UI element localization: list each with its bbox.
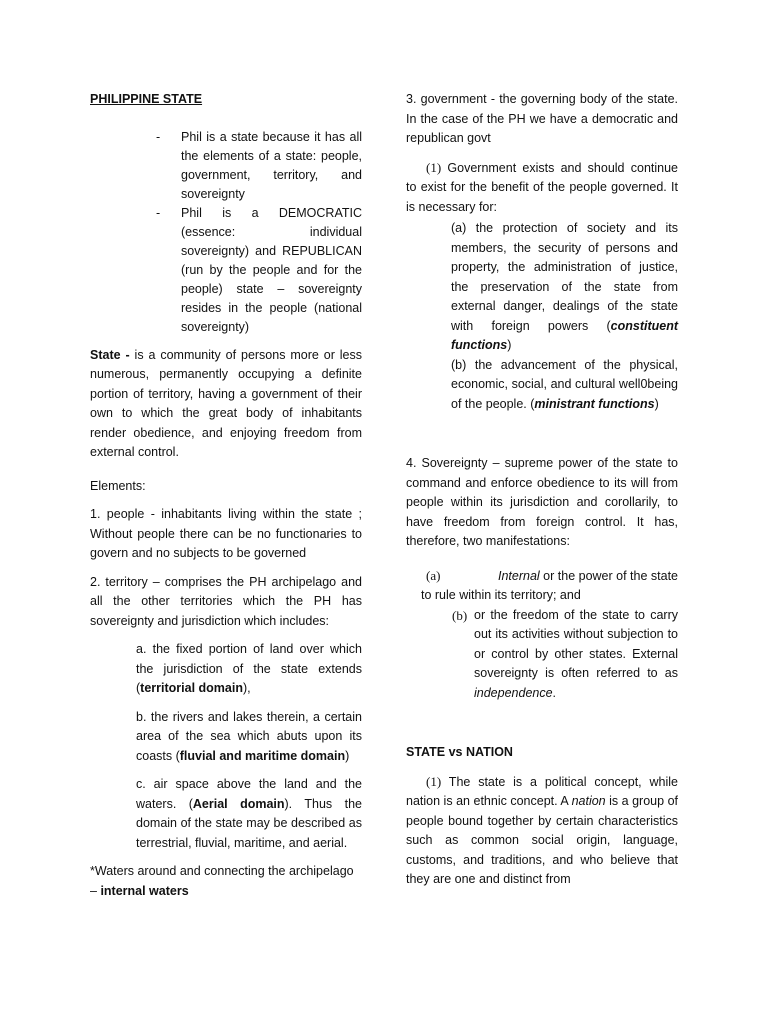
element-government: 3. government - the governing body of the state. In the case of the PH we have a democratic and republican govt [406,92,678,145]
philippine-state-bullets [90,128,362,337]
right-column [406,90,678,890]
gov-a-italic: constituent functions [451,318,678,352]
territory-c-text-2: ). Thus the domain of the state may be described as terrestrial, fluvial, maritime, and aerial. [136,796,362,850]
territory-b-bold: fluvial and maritime domain [179,748,346,763]
territory-item-a [136,640,362,699]
state-term: State - [90,347,130,362]
territory-c-text: c. air space above the land and the waters. ( [136,777,362,811]
section-heading-state-vs-nation: STATE vs NATION [406,745,513,759]
sov-a-text: or the power of the state to rule within its territory; and [421,568,678,602]
svn-italic: nation [571,794,606,808]
gov-a-end: ) [507,338,512,352]
bullet-item [90,204,362,337]
state-definition [90,346,362,463]
territory-a-text: a. the fixed portion of land over which the jurisdiction of the state extends ( [136,642,362,695]
gov-point-text: Government exists and should continue to exist for the benefit of the people governed. It is necessary for: [406,160,678,214]
sov-b-number: (b) [452,607,468,623]
bullet-text: Phil is a state because it has all the elements of a state: people, government, territory, and sovereignty [181,129,362,201]
government-item-b [451,356,678,415]
left-column [90,90,362,901]
waters-note-bold: internal waters [100,883,189,898]
internal-waters-note [90,862,362,901]
bullet-item [90,128,362,204]
gov-b-text: (b) the advancement of the physical, economic, social, and cultural well0being of the people. ( [451,357,678,411]
sov-a-number: (a) [426,567,441,583]
element-territory: 2. territory – comprises the PH archipelago and all the other territories which the PH has sovereignty and jurisdiction which includes: [90,574,362,628]
territory-item-b [136,708,362,767]
gov-b-end: ) [654,396,659,411]
gov-b-italic: ministrant functions [534,396,655,411]
sov-b-italic: independence [474,685,553,700]
territory-item-c [136,775,362,853]
svn-number: (1) [426,773,442,789]
section-heading-philippine-state: PHILIPPINE STATE [90,92,203,106]
elements-label: Elements: [90,478,146,493]
sov-a-italic: Internal [498,568,540,583]
state-vs-nation-point-1 [406,772,678,890]
sov-b-paragraph [474,606,678,704]
bullet-text: Phil is a DEMOCRATIC (essence: individual sovereignty) and REPUBLICAN (run by the people and for the people) state – sovereignty resides in the people (national sovereignty) [181,205,362,334]
state-definition-text: is a community of persons more or less numerous, permanently occupying a definite portion of territory, having a government of their own to which the great body of inhabitants render obedience, and enjoying freedom from external control. [90,347,362,459]
territory-b-end: ) [345,748,350,763]
bullet-marker: - [156,129,161,144]
territory-a-bold: territorial domain [140,681,243,695]
gov-point-number: (1) [426,159,442,175]
government-item-a [451,219,678,356]
territory-a-end: ), [242,681,251,695]
element-sovereignty: 4. Sovereignty – supreme power of the state to command and enforce obedience to its will from people within its jurisdiction and corollarily, to have freedom from foreign control. It has, therefore, two manifestations: [406,456,678,548]
waters-note-text: *Waters around and connecting the archipelago – [90,864,354,898]
sovereignty-item-b [406,606,678,704]
territory-c-bold: Aerial domain [192,796,285,811]
svn-text-2: is a group of people bound together by certain characteristics such as common social origin, language, customs, and traditions, and who believe that they are one and distinct from [406,794,678,886]
government-point-1 [406,158,678,218]
sovereignty-item-a [406,566,678,606]
sov-b-text: or the freedom of the state to carry out its activities without subjection to or control by other states. External sovereignty is often referred to as [474,607,678,680]
svn-text: The state is a political concept, while nation is an ethnic concept. A [406,774,678,808]
gov-a-text: (a) the protection of society and its members, the security of persons and property, the administration of justice, the preservation of the state from external danger, dealings of the state with foreign powers ( [451,221,678,333]
bullet-marker: - [156,205,161,220]
territory-b-text: b. the rivers and lakes therein, a certain area of the sea which abuts upon its coasts ( [136,709,362,763]
element-people: 1. people - inhabitants living within the state ; Without people there can be no functionaries to govern and no subjects to be governed [90,507,362,560]
sov-b-end: . [552,685,557,700]
